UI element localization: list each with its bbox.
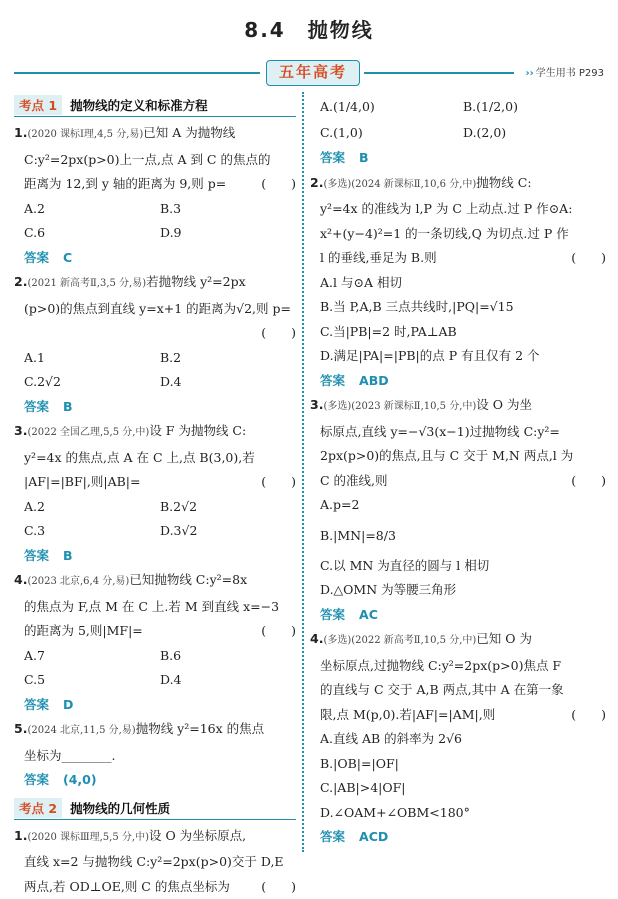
option-d: D.4 [160,370,296,395]
question-source: (2024 北京,11,5 分,易) [27,725,135,736]
question-text: 抛物线 y²=16x 的焦点 [136,721,264,736]
question-text: C:y²=2px(p>0)上一点,点 A 到 C 的焦点的 [14,148,296,173]
option-b: B.3 [160,197,296,222]
chevron-right-icon: ›› [525,68,533,79]
answer [310,146,606,171]
option-b: B.|MN|=8/3 [310,518,606,554]
question-text: C 的准线,则 [320,473,388,488]
option-d: D.4 [160,668,296,693]
question-text: 已知 O 为 [476,631,532,646]
answer-label: 答案 [24,399,49,414]
section-banner [14,60,604,86]
answer-label: 答案 [24,697,49,712]
answer [14,768,296,793]
question-text: 已知 A 为抛物线 [143,125,235,140]
question-source: (2021 新高考Ⅱ,3,5 分,易) [27,278,146,289]
option-c: C.2√2 [24,370,160,395]
options [310,94,606,146]
question-1-2 [14,270,296,346]
question-source: (2022 全国乙理,5,5 分,中) [27,427,149,438]
option-b: B.2√2 [160,495,296,520]
options [14,495,296,544]
question-number: 2. [14,274,27,289]
answer [310,369,606,394]
answer-paren: ( ) [261,875,296,899]
banner-line-right [364,72,514,74]
question-text: l 的垂线,垂足为 B.则 [320,250,437,265]
section-tag: 考点 2 [14,798,62,818]
answer [310,825,606,850]
option-b: B.2 [160,346,296,371]
right-column [310,94,606,850]
column-divider [302,92,304,852]
question-text: 坐标为________. [14,744,296,769]
question-source: (多选)(2024 新课标Ⅱ,10,6 分,中) [323,179,476,190]
answer-value: B [359,150,369,165]
section-title: 抛物线的几何性质 [70,799,170,817]
question-number: 4. [14,572,27,587]
section-title: 抛物线的定义和标准方程 [70,96,208,114]
answer-paren: ( ) [261,325,296,340]
option-d: D.(2,0) [463,120,606,146]
question-source: (2020 课标Ⅰ理,4,5 分,易) [27,129,143,140]
option-c: C.(1,0) [320,120,463,146]
answer-label: 答案 [320,829,345,844]
question-text: y²=4x 的焦点,点 A 在 C 上,点 B(3,0),若 [14,446,296,471]
question-text: y²=4x 的准线为 l,P 为 C 上动点.过 P 作⊙A: [310,197,606,222]
option-a: A.直线 AB 的斜率为 2√6 [310,727,606,752]
option-d: D.△OMN 为等腰三角形 [310,578,606,603]
answer-value: B [63,548,73,563]
question-text: 已知抛物线 C:y²=8x [129,572,247,587]
options [14,644,296,693]
question-1-5 [14,717,296,768]
question-source: (多选)(2022 新高考Ⅱ,10,5 分,中) [323,635,476,646]
question-text: 2px(p>0)的焦点,且与 C 交于 M,N 两点,l 为 [310,444,606,469]
book-ref-text: 学生用书 P293 [536,68,604,79]
options [14,346,296,395]
book-ref [525,64,604,79]
question-text: 直线 x=2 与抛物线 C:y²=2px(p>0)交于 D,E [14,850,296,875]
option-a: A.l 与⊙A 相切 [310,271,606,296]
question-text: 的距离为 5,则|MF|= [24,623,143,638]
option-c: C.6 [24,221,160,246]
question-text: (p>0)的焦点到直线 y=x+1 的距离为√2,则 p= [14,297,296,322]
answer-value: B [63,399,73,414]
question-1-1 [14,121,296,197]
question-source: (多选)(2023 新课标Ⅱ,10,5 分,中) [323,401,476,412]
question-number: 3. [310,397,323,412]
question-text: 标原点,直线 y=−√3(x−1)过抛物线 C:y²= [310,420,606,445]
question-number: 3. [14,423,27,438]
answer-paren: ( ) [261,619,296,644]
question-text: 限,点 M(p,0).若|AF|=|AM|,则 [320,707,495,722]
option-d: D.9 [160,221,296,246]
question-text: 设 O 为坐 [476,397,532,412]
answer [310,603,606,628]
option-a: A.2 [24,197,160,222]
option-a: A.2 [24,495,160,520]
banner-line-left [14,72,260,74]
question-number: 1. [14,828,27,843]
answer-paren: ( ) [261,470,296,495]
option-d: D.3√2 [160,519,296,544]
question-text: 两点,若 OD⊥OE,则 C 的焦点坐标为 [24,879,230,894]
answer [14,544,296,569]
answer-label: 答案 [320,150,345,165]
section-tag: 考点 1 [14,95,62,115]
answer-label: 答案 [320,373,345,388]
question-text: |AF|=|BF|,则|AB|= [24,474,140,489]
answer-label: 答案 [24,250,49,265]
option-d: D.∠OAM+∠OBM<180° [310,801,606,826]
answer-value: C [63,250,72,265]
answer-paren: ( ) [571,469,606,494]
option-b: B.当 P,A,B 三点共线时,|PQ|=√15 [310,295,606,320]
answer-paren: ( ) [261,172,296,197]
answer [14,246,296,271]
question-text: 坐标原点,过抛物线 C:y²=2px(p>0)焦点 F [310,654,606,679]
question-number: 4. [310,631,323,646]
answer [14,395,296,420]
option-c: C.|AB|>4|OF| [310,776,606,801]
option-c: C.以 MN 为直径的圆与 l 相切 [310,554,606,579]
question-source: (2023 北京,6,4 分,易) [27,576,129,587]
option-a: A.1 [24,346,160,371]
question-text: 的直线与 C 交于 A,B 两点,其中 A 在第一象 [310,678,606,703]
option-a: A.7 [24,644,160,669]
answer-paren: ( ) [571,246,606,271]
question-number: 5. [14,721,27,736]
answer-value: ABD [359,373,389,388]
question-source: (2020 课标Ⅲ理,5,5 分,中) [27,832,149,843]
option-b: B.6 [160,644,296,669]
answer-value: (4,0) [63,772,97,787]
question-text: 设 O 为坐标原点, [149,828,246,843]
option-c: C.当|PB|=2 时,PA⊥AB [310,320,606,345]
option-d: D.满足|PA|=|PB|的点 P 有且仅有 2 个 [310,344,606,369]
option-b: B.(1/2,0) [463,94,606,120]
answer [14,693,296,718]
question-2-2 [310,171,606,369]
options [14,197,296,246]
option-a: A.(1/4,0) [320,94,463,120]
question-2-3 [310,393,606,603]
question-text: 若抛物线 y²=2px [146,274,246,289]
option-c: C.3 [24,519,160,544]
question-text: 设 F 为抛物线 C: [149,423,246,438]
banner-badge: 五年高考 [266,60,360,86]
question-text: 的焦点为 F,点 M 在 C 上.若 M 到直线 x=−3 [14,595,296,620]
option-c: C.5 [24,668,160,693]
question-2-4 [310,627,606,825]
answer-value: AC [359,607,378,622]
answer-label: 答案 [320,607,345,622]
question-text: 距离为 12,到 y 轴的距离为 9,则 p= [24,176,226,191]
left-column [14,94,296,899]
section-header-2 [14,797,296,820]
answer-label: 答案 [24,548,49,563]
answer-value: ACD [359,829,388,844]
page-title: 8.4 抛物线 [0,14,618,43]
question-1-3 [14,419,296,495]
section-header-1 [14,94,296,117]
question-number: 1. [14,125,27,140]
option-b: B.|OB|=|OF| [310,752,606,777]
answer-label: 答案 [24,772,49,787]
question-2-1 [14,824,296,899]
option-a: A.p=2 [310,493,606,518]
question-number: 2. [310,175,323,190]
answer-value: D [63,697,73,712]
question-text: x²+(y−4)²=1 的一条切线,Q 为切点.过 P 作 [310,222,606,247]
answer-paren: ( ) [571,703,606,728]
question-text: 抛物线 C: [476,175,531,190]
question-1-4 [14,568,296,644]
